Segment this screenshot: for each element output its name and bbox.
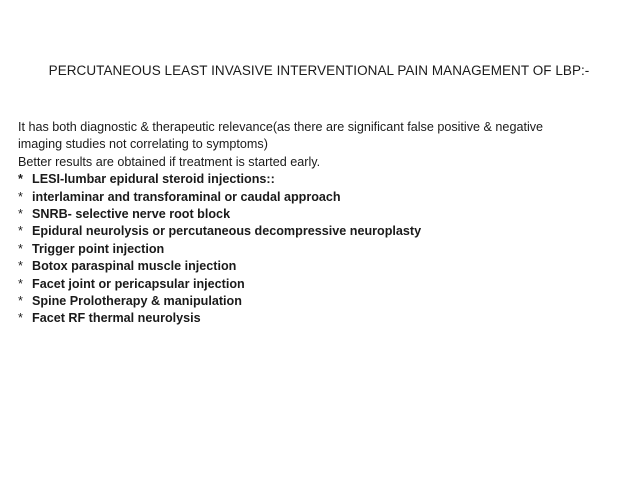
bullet-text: Facet joint or pericapsular injection: [32, 276, 245, 291]
slide-title: PERCUTANEOUS LEAST INVASIVE INTERVENTIONAL PAIN MANAGEMENT OF LBP:-: [48, 63, 590, 78]
bullet-text: Facet RF thermal neurolysis: [32, 311, 201, 326]
bullet-text: Trigger point injection: [32, 241, 165, 256]
list-item: [18, 241, 618, 258]
bullet-text: interlaminar and transforaminal or caudal approach: [32, 189, 341, 204]
list-item: [18, 310, 618, 327]
list-item: [18, 223, 618, 240]
bullet-marker: *: [18, 172, 23, 187]
bullet-marker: *: [18, 224, 23, 239]
list-item: [18, 258, 618, 275]
bullet-text: SNRB- selective nerve root block: [32, 207, 231, 222]
bullet-text: Botox paraspinal muscle injection: [32, 259, 237, 274]
list-item: [18, 293, 618, 310]
list-item: [18, 276, 618, 293]
bullet-text: LESI-lumbar epidural steroid injections::: [32, 172, 275, 187]
intro-line: It has both diagnostic & therapeutic relevance(as there are significant false positive & negative: [18, 120, 544, 134]
bullet-list: [18, 171, 618, 328]
bullet-marker: *: [18, 294, 23, 309]
intro-line: Better results are obtained if treatment is started early.: [18, 154, 321, 169]
bullet-text: Epidural neurolysis or percutaneous decompressive neuroplasty: [32, 224, 422, 239]
bullet-marker: *: [18, 259, 23, 274]
bullet-marker: *: [18, 207, 23, 222]
list-item: [18, 206, 618, 223]
bullet-marker: *: [18, 276, 23, 291]
bullet-marker: *: [18, 311, 23, 326]
bullet-text: Spine Prolotherapy & manipulation: [32, 294, 242, 309]
bullet-marker: *: [18, 241, 23, 256]
slide-body: [18, 119, 618, 328]
list-item: [18, 171, 618, 188]
intro-line: imaging studies not correlating to symptoms): [18, 137, 268, 152]
list-item: [18, 189, 618, 206]
bullet-marker: *: [18, 189, 23, 204]
